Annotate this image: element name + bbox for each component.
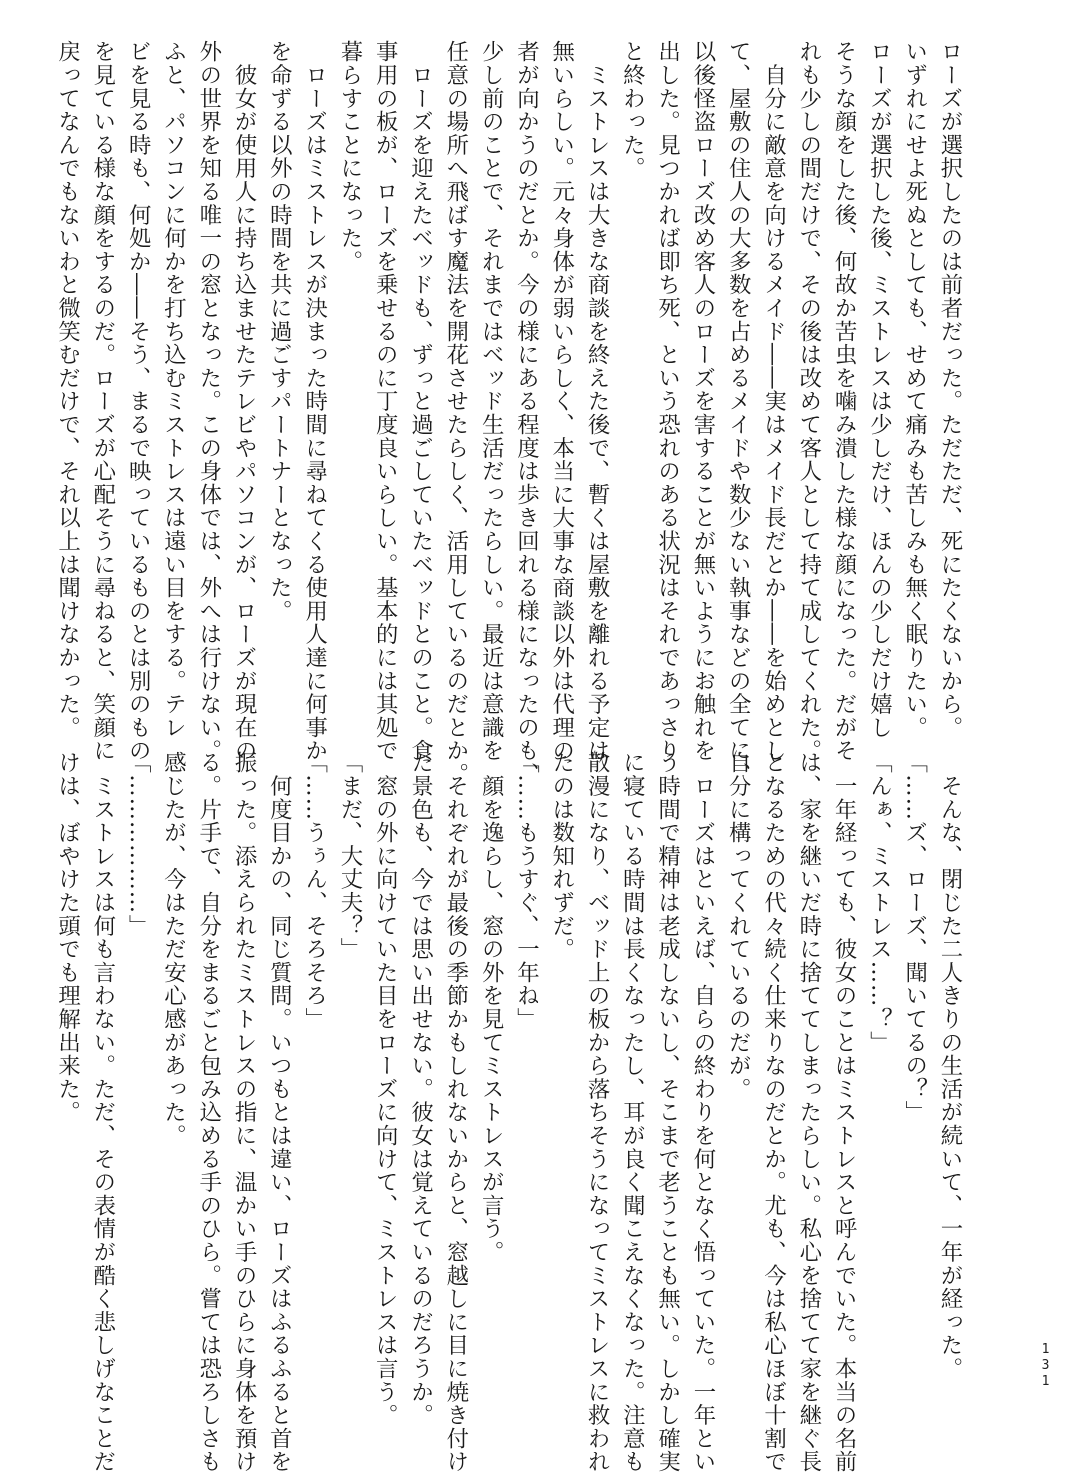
upper-text-line: 戻ってなんでもないわと微笑むだけで、それ以上は聞けなかった。 [54,40,81,739]
lower-text-line: に寝ている時間は長くなったし、耳が良く聞こえなくなった。注意も [619,751,646,1473]
lower-text-line: 一年経っても、彼女のことはミストレスと呼んでいた。本当の名前 [831,751,858,1473]
lower-text-line: 顔を逸らし、窓の外を見てミストレスが言う。 [478,751,505,1264]
lower-text-line: 「まだ、大丈夫？」 [336,751,363,961]
upper-text-line: 以後怪盗ローズ改め客人のローズを害することが無いようにお触れを [689,40,716,763]
upper-text-line: いずれにせよ死ぬとしても、せめて痛みも苦しみも無く眠りたい。 [901,40,928,739]
upper-text-line: 事用の板が、ローズを乗せるのに丁度良いらしい。基本的には其処で [372,40,399,763]
upper-text-line: 者が向かうのだとか。今の様にある程度は歩き回れる様になったのも、 [513,40,540,786]
lower-text-line: 感じたが、今はただ安心感があった。 [160,751,187,1148]
lower-text-line: 何度目かの、同じ質問。いつもとは違い、ローズはふるふると首を [266,751,293,1473]
upper-text-line: 暮らすことになった。 [336,40,363,273]
lower-text-line: た景色も、今では思い出せない。彼女は覚えているのだろうか。 [407,751,434,1427]
lower-text-line: 自分に構ってくれているのだが。 [725,751,752,1101]
upper-text-line: を見ている様な顔をするのだ。ローズが心配そうに尋ねると、笑顔に [89,40,116,763]
upper-text-line: れも少しの間だけで、その後は改めて客人として持て成してくれた。 [795,40,822,763]
upper-text-line: ローズを迎えたベッドも、ずっと過ごしていたベッドとのこと。食 [407,40,434,763]
upper-text-line: ビを見る時も、何処か――そう、まるで映っているものとは別のもの [125,40,152,763]
upper-text-line: 出した。見つかれば即ち死、という恐れのある状況はそれであっさり [654,40,681,763]
lower-text-line: そんな、閉じた二人きりの生活が続いて、一年が経った。 [937,751,963,1381]
lower-text-line: は、家を継いだ時に捨ててしまったらしい。私心を捨てて家を継ぐ長 [795,751,822,1473]
upper-text-line: を命ずる以外の時間を共に過ごすパートナーとなった。 [266,40,293,623]
upper-text-line: 少し前のことで、それまではベッド生活だったらしい。最近は意識を [478,40,505,763]
page-number: 131 [1038,1342,1053,1390]
upper-text-line: ローズが選択したのは前者だった。ただただ、死にたくないから。 [937,40,963,739]
lower-text-line: たのは数知れずだ。 [548,751,575,961]
upper-text-line: 自分に敵意を向けるメイド――実はメイド長だとか――を始めとし [760,40,787,763]
lower-text-block [54,751,967,1473]
lower-text-line: る。片手で、自分をまるごと包み込める手のひら。嘗ては恐ろしさも [195,751,222,1473]
upper-text-line: そうな顔をした後、何故か苦虫を噛み潰した様な顔になった。だがそ [831,40,858,763]
upper-text-block [54,40,967,786]
upper-text-line: て、屋敷の住人の大多数を占めるメイドや数少ない執事などの全てに、 [725,40,752,786]
lower-text-line: 「……ズ、ローズ、聞いてるの？」 [901,751,928,1124]
lower-text-line: 「……うぅん、そろそろ」 [301,751,328,1031]
lower-text-line: 窓の外に向けていた目をローズに向けて、ミストレスは言う。 [372,751,399,1427]
lower-text-line: ミストレスは何も言わない。ただ、その表情が酷く悲しげなことだ [89,751,116,1473]
lower-text-line: けは、ぼやけた頭でも理解出来た。 [54,751,81,1124]
lower-text-line: それぞれが最後の季節かもしれないからと、窓越しに目に焼き付け [442,751,469,1473]
upper-text-line: ミストレスは大きな商談を終えた後で、暫くは屋敷を離れる予定は [584,40,611,763]
lower-text-line: 振った。添えられたミストレスの指に、温かい手のひらに身体を預け [231,751,258,1473]
upper-text-line: ローズが選択した後、ミストレスは少しだけ、ほんの少しだけ嬉し [866,40,893,739]
lower-text-line: う時間で精神は老成しないし、そこまで老うことも無い。しかし確実 [654,751,681,1473]
upper-text-line: 外の世界を知る唯一の窓となった。この身体では、外へは行けない。 [195,40,222,763]
upper-text-line: 任意の場所へ飛ばす魔法を開花させたらしく、活用しているのだとか。 [442,40,469,786]
lower-text-line: 「……もうすぐ、一年ね」 [513,751,540,1031]
lower-text-line: 「………………」 [125,751,152,938]
lower-text-line: となるための代々続く仕来りなのだとか。尤も、今は私心ほぼ十割で [760,751,787,1473]
lower-text-line: 「んぁ、ミストレス……？」 [866,751,893,1054]
lower-text-line: 散漫になり、ベッド上の板から落ちそうになってミストレスに救われ [584,751,611,1473]
upper-text-line: ローズはミストレスが決まった時間に尋ねてくる使用人達に何事か [301,40,328,763]
upper-text-line: 彼女が使用人に持ち込ませたテレビやパソコンが、ローズが現在の [231,40,258,763]
upper-text-line: 無いらしい。元々身体が弱いらしく、本当に大事な商談以外は代理の [548,40,575,763]
upper-text-line: ふと、パソコンに何かを打ち込むミストレスは遠い目をする。テレ [160,40,187,739]
upper-text-line: と終わった。 [619,40,646,180]
lower-text-line: ローズはといえば、自らの終わりを何となく悟っていた。一年とい [689,751,716,1473]
